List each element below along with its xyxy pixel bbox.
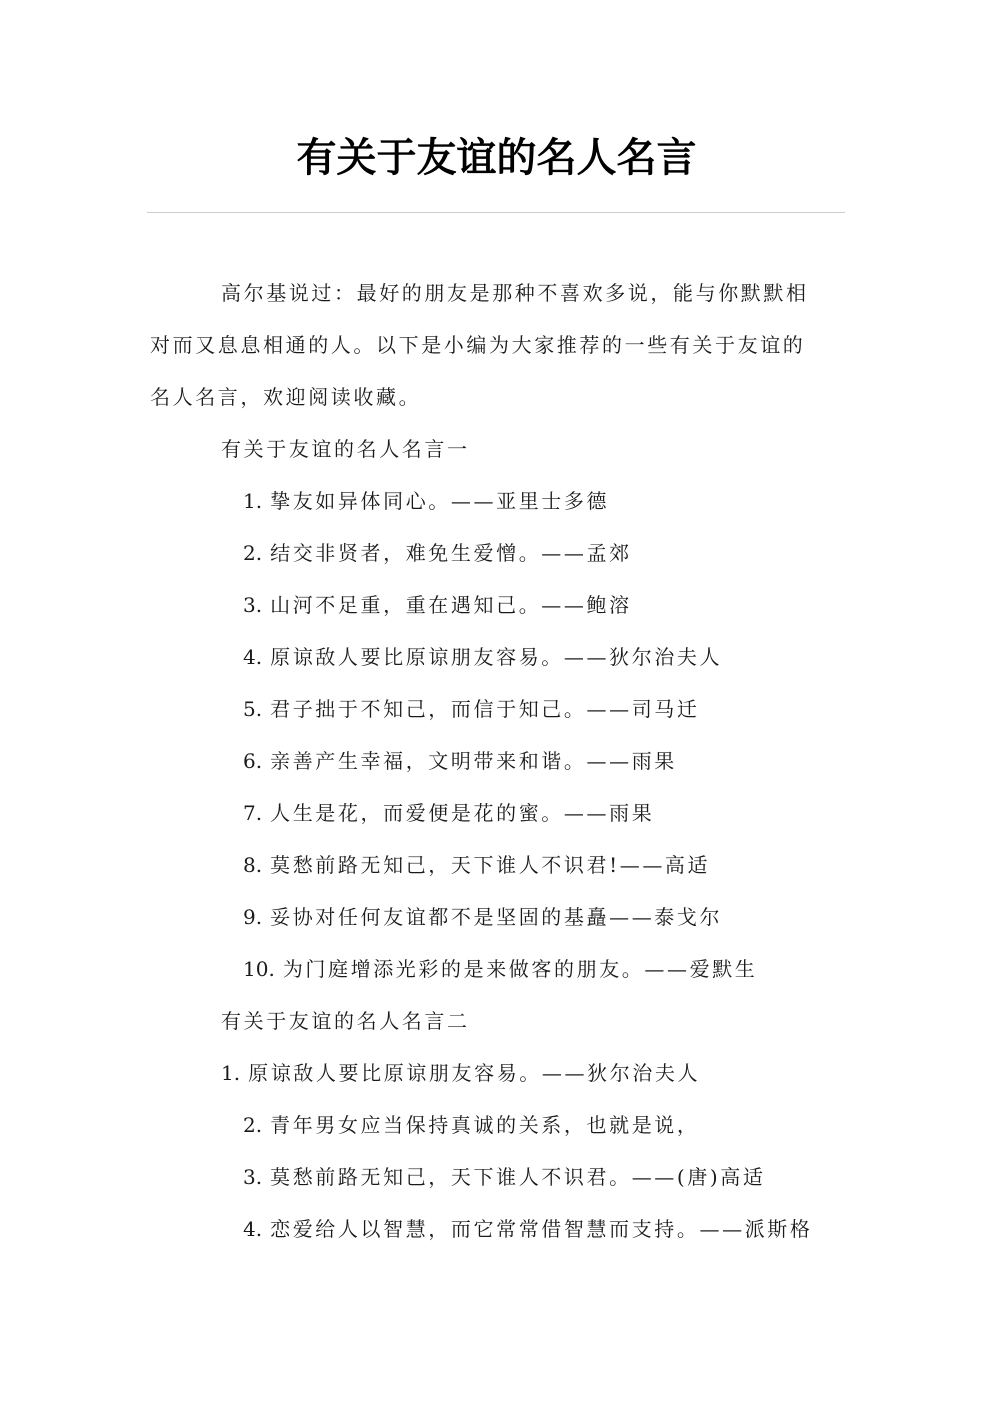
item-number: 1. (243, 489, 263, 513)
intro-line-2: 对而又息息相通的人。以下是小编为大家推荐的一些有关于友谊的 (150, 333, 806, 357)
intro-line-1: 高尔基说过：最好的朋友是那种不喜欢多说，能与你默默相 (221, 281, 809, 305)
list-item (243, 955, 757, 983)
item-text: 亲善产生幸福，文明带来和谐。——雨果 (270, 749, 677, 773)
item-text: 妥协对任何友谊都不是坚固的基矗——泰戈尔 (270, 905, 723, 929)
list-item (243, 1111, 700, 1139)
list-item (243, 851, 710, 879)
list-item (221, 1059, 700, 1087)
item-number: 1. (221, 1061, 241, 1085)
item-number: 4. (243, 645, 263, 669)
item-text: 人生是花，而爱便是花的蜜。——雨果 (270, 801, 655, 825)
item-number: 2. (243, 1113, 263, 1137)
item-text: 莫愁前路无知己，天下谁人不识君!——高适 (270, 853, 711, 877)
item-text: 原谅敌人要比原谅朋友容易。——狄尔治夫人 (248, 1061, 701, 1085)
item-number: 9. (243, 905, 263, 929)
item-text: 挚友如异体同心。——亚里士多德 (270, 489, 610, 513)
item-text: 原谅敌人要比原谅朋友容易。——狄尔治夫人 (270, 645, 723, 669)
intro-line-3: 名人名言，欢迎阅读收藏。 (150, 385, 422, 409)
list-item (243, 799, 654, 827)
item-text: 恋爱给人以智慧，而它常常借智慧而支持。——派斯格 (270, 1217, 813, 1241)
item-number: 4. (243, 1217, 263, 1241)
item-number: 5. (243, 697, 263, 721)
list-item (243, 903, 722, 931)
list-item (243, 695, 700, 723)
item-text: 君子拙于不知己，而信于知己。——司马迁 (270, 697, 700, 721)
section-heading-1: 有关于友谊的名人名言一 (221, 437, 470, 461)
item-number: 10. (243, 957, 275, 981)
list-item (243, 539, 632, 567)
list-item (243, 643, 722, 671)
section-heading-2: 有关于友谊的名人名言二 (221, 1009, 470, 1033)
item-number: 3. (243, 593, 263, 617)
document-title: 有关于友谊的名人名言 (296, 135, 697, 181)
list-item (243, 591, 632, 619)
item-text: 莫愁前路无知己，天下谁人不识君。——(唐)高适 (270, 1165, 766, 1189)
item-number: 8. (243, 853, 263, 877)
list-item (243, 1215, 813, 1243)
item-number: 6. (243, 749, 263, 773)
list-item (243, 747, 677, 775)
list-item (243, 487, 609, 515)
item-text: 结交非贤者，难免生爱憎。——孟郊 (270, 541, 632, 565)
item-text: 青年男女应当保持真诚的关系，也就是说， (270, 1113, 700, 1137)
title-divider (147, 212, 845, 213)
item-text: 为门庭增添光彩的是来做客的朋友。——爱默生 (282, 957, 758, 981)
list-item (243, 1163, 766, 1191)
item-number: 2. (243, 541, 263, 565)
item-text: 山河不足重，重在遇知己。——鲍溶 (270, 593, 632, 617)
item-number: 7. (243, 801, 263, 825)
item-number: 3. (243, 1165, 263, 1189)
